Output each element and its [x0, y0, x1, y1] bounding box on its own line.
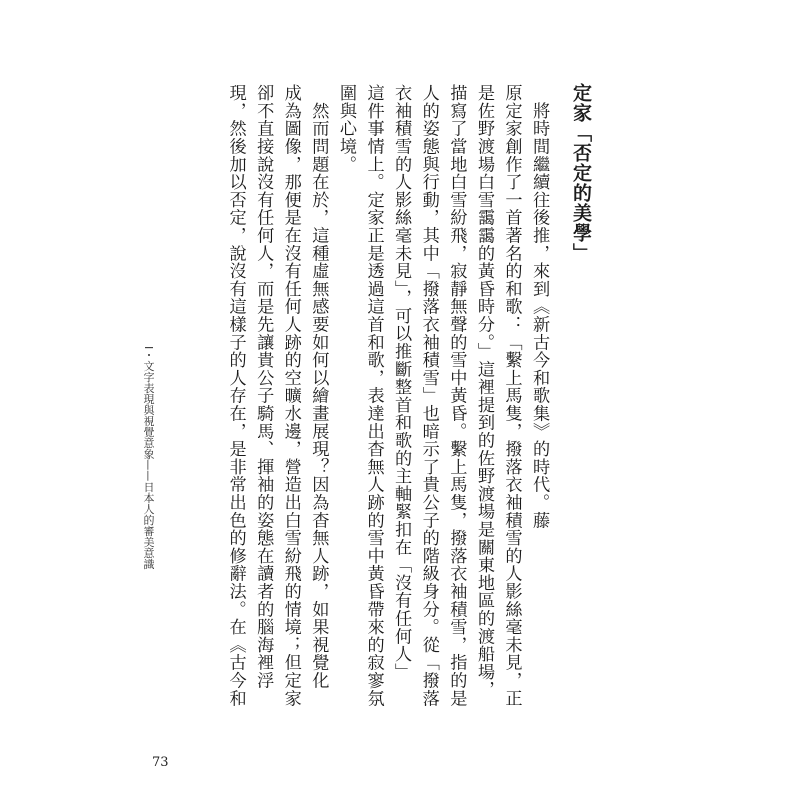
- text-line: 成為圖像，那便是在沒有任何人跡的空曠水邊，營造出白雪紛飛的情境；但定家: [280, 84, 301, 707]
- paragraph-1: [331, 84, 552, 734]
- text-line: 圍與心境。: [335, 84, 356, 173]
- text-line: 衣袖積雪的人影絲毫未見」，可以推斷整首和歌的主軸緊扣在「沒有任何人」: [391, 84, 412, 681]
- page-number: 73: [152, 755, 169, 770]
- text-line: 人的姿態與行動，其中「撥落衣袖積雪」也暗示了貴公子的階級身分。從「撥落: [418, 84, 439, 707]
- text-line: 原定家創作了一首著名的和歌：「繫上馬隻，撥落衣袖積雪的人影絲毫未見，正: [501, 84, 522, 707]
- text-line: 是佐野渡場白雪靄靄的黃昏時分。」這裡提到的佐野渡場是關東地區的渡船場，: [473, 84, 494, 699]
- body-text: [221, 84, 552, 734]
- text-line: 將時間繼續往後推，來到《新古今和歌集》的時代。藤: [529, 84, 550, 529]
- text-line: 卻不直接說沒有任何人，而是先讓貴公子騎馬、揮袖的姿態在讀者的腦海裡浮: [253, 84, 274, 690]
- text-line: 現，然後加以否定，說沒有這樣子的人存在，是非常出色的修辭法。在《古今和: [225, 84, 246, 707]
- running-head: I・文字表現與視覺意象——日本人的審美意識: [142, 346, 155, 570]
- paragraph-2: [221, 84, 331, 734]
- section-heading: 定家「否定的美學」: [570, 83, 592, 263]
- text-line: 這件事情上。定家正是透過這首和歌，表達出杳無人跡的雪中黃昏帶來的寂寥氛: [363, 84, 384, 707]
- text-line: 然而問題在於，這種虛無感要如何以繪畫展現？因為杳無人跡，如果視覺化: [308, 84, 329, 690]
- text-line: 描寫了當地白雪紛飛，寂靜無聲的雪中黃昏。繫上馬隻，撥落衣袖積雪，指的是: [446, 84, 467, 707]
